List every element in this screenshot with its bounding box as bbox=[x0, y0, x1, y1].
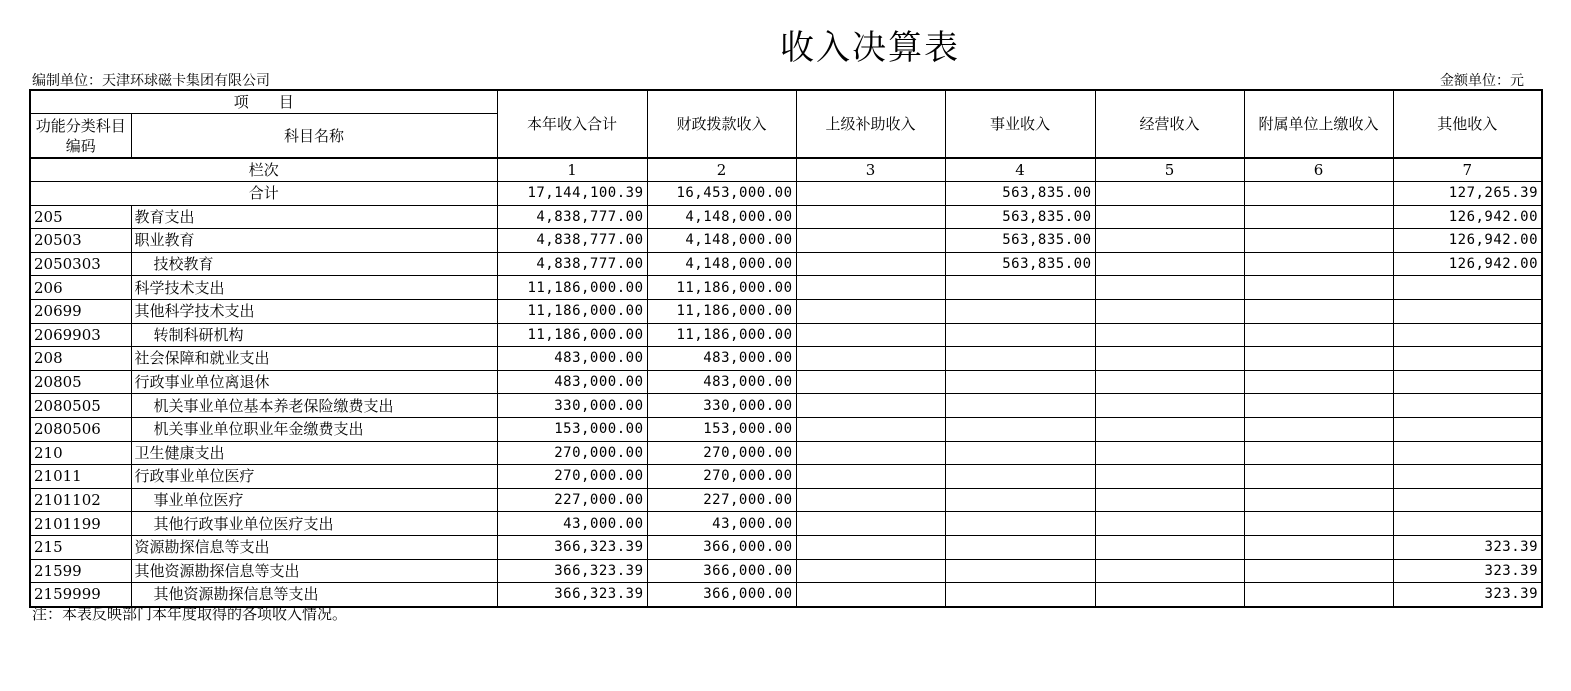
row-name: 职业教育 bbox=[131, 229, 497, 253]
row-value-col-2: 4,148,000.00 bbox=[647, 252, 796, 276]
row-value-col-5 bbox=[1095, 417, 1244, 441]
row-value-col-5 bbox=[1095, 394, 1244, 418]
row-code: 21011 bbox=[30, 465, 131, 489]
row-value-col-6 bbox=[1244, 252, 1393, 276]
row-value-col-2: 43,000.00 bbox=[647, 512, 796, 536]
table-row bbox=[30, 465, 1542, 489]
row-value-col-4 bbox=[945, 559, 1095, 583]
row-value-col-5 bbox=[1095, 583, 1244, 607]
row-code: 2050303 bbox=[30, 252, 131, 276]
row-value-col-5 bbox=[1095, 299, 1244, 323]
row-value-col-2: 366,000.00 bbox=[647, 559, 796, 583]
row-value-col-6 bbox=[1244, 229, 1393, 253]
table-note: 注：本表反映部门本年度取得的各项收入情况。 bbox=[32, 605, 348, 623]
row-code: 2159999 bbox=[30, 583, 131, 607]
row-value-col-4 bbox=[945, 323, 1095, 347]
row-value-col-5 bbox=[1095, 370, 1244, 394]
row-code: 2101199 bbox=[30, 512, 131, 536]
row-value-col-3 bbox=[796, 205, 945, 229]
row-value-col-3 bbox=[796, 583, 945, 607]
row-value-col-7 bbox=[1393, 276, 1542, 300]
row-code: 20503 bbox=[30, 229, 131, 253]
row-name: 资源勘探信息等支出 bbox=[131, 535, 497, 559]
header-col-2: 财政拨款收入 bbox=[647, 90, 796, 158]
row-value-col-2: 153,000.00 bbox=[647, 417, 796, 441]
row-value-col-3 bbox=[796, 299, 945, 323]
table-row bbox=[30, 347, 1542, 371]
row-name: 机关事业单位基本养老保险缴费支出 bbox=[131, 394, 497, 418]
row-value-col-7 bbox=[1393, 441, 1542, 465]
row-value-col-6 bbox=[1244, 299, 1393, 323]
row-value-col-5 bbox=[1095, 488, 1244, 512]
row-value-col-5 bbox=[1095, 512, 1244, 536]
row-value-col-1: 366,323.39 bbox=[497, 535, 647, 559]
row-value-col-3 bbox=[796, 276, 945, 300]
header-col-4: 事业收入 bbox=[945, 90, 1095, 158]
compiler-unit: 编制单位：天津环球磁卡集团有限公司 bbox=[32, 73, 270, 89]
col-number-6: 6 bbox=[1244, 158, 1393, 182]
row-name: 其他行政事业单位医疗支出 bbox=[131, 512, 497, 536]
row-value-col-5 bbox=[1095, 323, 1244, 347]
header-name: 科目名称 bbox=[131, 114, 497, 159]
row-value-col-3 bbox=[796, 535, 945, 559]
row-value-col-3 bbox=[796, 559, 945, 583]
row-value-col-2: 11,186,000.00 bbox=[647, 299, 796, 323]
row-value-col-5 bbox=[1095, 205, 1244, 229]
row-code: 210 bbox=[30, 441, 131, 465]
row-value-col-3 bbox=[796, 417, 945, 441]
row-value-col-2: 366,000.00 bbox=[647, 583, 796, 607]
row-value-col-3 bbox=[796, 441, 945, 465]
row-value-col-1: 11,186,000.00 bbox=[497, 299, 647, 323]
row-value-col-4 bbox=[945, 583, 1095, 607]
header-item: 项 目 bbox=[30, 90, 497, 114]
report-title: 收入决算表 bbox=[780, 28, 960, 68]
row-value-col-5 bbox=[1095, 347, 1244, 371]
row-value-col-1: 11,186,000.00 bbox=[497, 323, 647, 347]
row-value-col-6 bbox=[1244, 347, 1393, 371]
row-value-col-4 bbox=[945, 441, 1095, 465]
row-name: 社会保障和就业支出 bbox=[131, 347, 497, 371]
row-value-col-1: 11,186,000.00 bbox=[497, 276, 647, 300]
row-value-col-4 bbox=[945, 417, 1095, 441]
row-value-col-1: 366,323.39 bbox=[497, 559, 647, 583]
row-value-col-6 bbox=[1244, 559, 1393, 583]
col-number-1: 1 bbox=[497, 158, 647, 182]
row-name: 事业单位医疗 bbox=[131, 488, 497, 512]
row-value-col-7: 126,942.00 bbox=[1393, 252, 1542, 276]
row-value-col-6 bbox=[1244, 205, 1393, 229]
row-value-col-3 bbox=[796, 323, 945, 347]
row-value-col-6 bbox=[1244, 535, 1393, 559]
total-value bbox=[1095, 182, 1244, 206]
row-name: 技校教育 bbox=[131, 252, 497, 276]
row-value-col-2: 4,148,000.00 bbox=[647, 205, 796, 229]
total-value: 563,835.00 bbox=[945, 182, 1095, 206]
row-value-col-1: 330,000.00 bbox=[497, 394, 647, 418]
row-value-col-2: 11,186,000.00 bbox=[647, 276, 796, 300]
row-value-col-5 bbox=[1095, 465, 1244, 489]
row-value-col-2: 270,000.00 bbox=[647, 465, 796, 489]
table-row bbox=[30, 276, 1542, 300]
row-name: 机关事业单位职业年金缴费支出 bbox=[131, 417, 497, 441]
row-value-col-7 bbox=[1393, 394, 1542, 418]
table-row bbox=[30, 441, 1542, 465]
row-name: 转制科研机构 bbox=[131, 323, 497, 347]
row-value-col-6 bbox=[1244, 441, 1393, 465]
header-col-1: 本年收入合计 bbox=[497, 90, 647, 158]
row-value-col-6 bbox=[1244, 583, 1393, 607]
row-value-col-7 bbox=[1393, 370, 1542, 394]
row-code: 20805 bbox=[30, 370, 131, 394]
row-code: 205 bbox=[30, 205, 131, 229]
row-value-col-3 bbox=[796, 370, 945, 394]
row-code: 21599 bbox=[30, 559, 131, 583]
row-value-col-2: 366,000.00 bbox=[647, 535, 796, 559]
row-value-col-4 bbox=[945, 512, 1095, 536]
row-value-col-2: 483,000.00 bbox=[647, 370, 796, 394]
row-value-col-4: 563,835.00 bbox=[945, 229, 1095, 253]
total-value: 127,265.39 bbox=[1393, 182, 1542, 206]
row-value-col-7 bbox=[1393, 488, 1542, 512]
row-value-col-1: 227,000.00 bbox=[497, 488, 647, 512]
row-value-col-2: 330,000.00 bbox=[647, 394, 796, 418]
total-value: 17,144,100.39 bbox=[497, 182, 647, 206]
row-value-col-3 bbox=[796, 347, 945, 371]
row-value-col-5 bbox=[1095, 559, 1244, 583]
row-value-col-4: 563,835.00 bbox=[945, 205, 1095, 229]
col-number-4: 4 bbox=[945, 158, 1095, 182]
row-value-col-2: 4,148,000.00 bbox=[647, 229, 796, 253]
row-name: 卫生健康支出 bbox=[131, 441, 497, 465]
header-row-label: 栏次 bbox=[30, 158, 497, 182]
row-name: 行政事业单位离退休 bbox=[131, 370, 497, 394]
row-value-col-1: 4,838,777.00 bbox=[497, 229, 647, 253]
table-row bbox=[30, 488, 1542, 512]
row-value-col-3 bbox=[796, 252, 945, 276]
header-row-numbers bbox=[30, 158, 1542, 182]
row-value-col-2: 270,000.00 bbox=[647, 441, 796, 465]
row-value-col-6 bbox=[1244, 323, 1393, 347]
row-value-col-6 bbox=[1244, 512, 1393, 536]
row-code: 2080506 bbox=[30, 417, 131, 441]
row-value-col-4: 563,835.00 bbox=[945, 252, 1095, 276]
total-label: 合计 bbox=[30, 182, 497, 206]
row-value-col-1: 366,323.39 bbox=[497, 583, 647, 607]
row-name: 其他科学技术支出 bbox=[131, 299, 497, 323]
row-code: 20699 bbox=[30, 299, 131, 323]
table-row bbox=[30, 394, 1542, 418]
header-row-item bbox=[30, 90, 1542, 114]
row-value-col-6 bbox=[1244, 417, 1393, 441]
row-value-col-4 bbox=[945, 394, 1095, 418]
total-row bbox=[30, 182, 1542, 206]
row-value-col-3 bbox=[796, 512, 945, 536]
table-row bbox=[30, 205, 1542, 229]
row-value-col-3 bbox=[796, 229, 945, 253]
row-value-col-7 bbox=[1393, 347, 1542, 371]
table-row bbox=[30, 559, 1542, 583]
row-value-col-4 bbox=[945, 299, 1095, 323]
table-row bbox=[30, 229, 1542, 253]
row-value-col-4 bbox=[945, 370, 1095, 394]
row-value-col-2: 11,186,000.00 bbox=[647, 323, 796, 347]
row-value-col-7 bbox=[1393, 417, 1542, 441]
row-value-col-3 bbox=[796, 465, 945, 489]
row-code: 215 bbox=[30, 535, 131, 559]
row-value-col-7 bbox=[1393, 465, 1542, 489]
col-number-7: 7 bbox=[1393, 158, 1542, 182]
row-value-col-6 bbox=[1244, 465, 1393, 489]
row-value-col-3 bbox=[796, 394, 945, 418]
row-code: 208 bbox=[30, 347, 131, 371]
row-value-col-4 bbox=[945, 488, 1095, 512]
amount-unit: 金额单位：元 bbox=[1440, 73, 1524, 89]
row-value-col-6 bbox=[1244, 370, 1393, 394]
header-col-7: 其他收入 bbox=[1393, 90, 1542, 158]
row-value-col-6 bbox=[1244, 276, 1393, 300]
row-name: 行政事业单位医疗 bbox=[131, 465, 497, 489]
row-value-col-4 bbox=[945, 465, 1095, 489]
total-value bbox=[1244, 182, 1393, 206]
row-value-col-1: 4,838,777.00 bbox=[497, 252, 647, 276]
header-col-5: 经营收入 bbox=[1095, 90, 1244, 158]
table-row bbox=[30, 323, 1542, 347]
table-row bbox=[30, 252, 1542, 276]
row-value-col-2: 483,000.00 bbox=[647, 347, 796, 371]
income-settlement-table bbox=[29, 89, 1543, 608]
total-value bbox=[796, 182, 945, 206]
row-code: 2080505 bbox=[30, 394, 131, 418]
row-value-col-6 bbox=[1244, 394, 1393, 418]
row-value-col-3 bbox=[796, 488, 945, 512]
row-value-col-7 bbox=[1393, 512, 1542, 536]
row-code: 2069903 bbox=[30, 323, 131, 347]
row-value-col-7 bbox=[1393, 323, 1542, 347]
col-number-2: 2 bbox=[647, 158, 796, 182]
row-name: 教育支出 bbox=[131, 205, 497, 229]
row-value-col-7: 126,942.00 bbox=[1393, 205, 1542, 229]
row-value-col-4 bbox=[945, 276, 1095, 300]
header-col-3: 上级补助收入 bbox=[796, 90, 945, 158]
row-value-col-7: 323.39 bbox=[1393, 535, 1542, 559]
table-row bbox=[30, 512, 1542, 536]
row-value-col-1: 43,000.00 bbox=[497, 512, 647, 536]
row-value-col-7: 323.39 bbox=[1393, 583, 1542, 607]
row-name: 其他资源勘探信息等支出 bbox=[131, 583, 497, 607]
table-row bbox=[30, 417, 1542, 441]
row-code: 206 bbox=[30, 276, 131, 300]
row-value-col-4 bbox=[945, 347, 1095, 371]
row-value-col-1: 270,000.00 bbox=[497, 465, 647, 489]
row-value-col-7: 323.39 bbox=[1393, 559, 1542, 583]
row-value-col-4 bbox=[945, 535, 1095, 559]
row-value-col-5 bbox=[1095, 441, 1244, 465]
total-value: 16,453,000.00 bbox=[647, 182, 796, 206]
table-row bbox=[30, 370, 1542, 394]
header-code: 功能分类科目编码 bbox=[30, 114, 131, 159]
row-value-col-2: 227,000.00 bbox=[647, 488, 796, 512]
row-value-col-5 bbox=[1095, 535, 1244, 559]
row-value-col-1: 483,000.00 bbox=[497, 347, 647, 371]
row-value-col-6 bbox=[1244, 488, 1393, 512]
table-row bbox=[30, 535, 1542, 559]
row-name: 其他资源勘探信息等支出 bbox=[131, 559, 497, 583]
col-number-5: 5 bbox=[1095, 158, 1244, 182]
row-value-col-1: 483,000.00 bbox=[497, 370, 647, 394]
row-value-col-7: 126,942.00 bbox=[1393, 229, 1542, 253]
row-value-col-1: 4,838,777.00 bbox=[497, 205, 647, 229]
table-row bbox=[30, 299, 1542, 323]
row-value-col-5 bbox=[1095, 229, 1244, 253]
row-name: 科学技术支出 bbox=[131, 276, 497, 300]
row-value-col-1: 153,000.00 bbox=[497, 417, 647, 441]
row-code: 2101102 bbox=[30, 488, 131, 512]
col-number-3: 3 bbox=[796, 158, 945, 182]
row-value-col-1: 270,000.00 bbox=[497, 441, 647, 465]
row-value-col-7 bbox=[1393, 299, 1542, 323]
header-col-6: 附属单位上缴收入 bbox=[1244, 90, 1393, 158]
row-value-col-5 bbox=[1095, 276, 1244, 300]
row-value-col-5 bbox=[1095, 252, 1244, 276]
